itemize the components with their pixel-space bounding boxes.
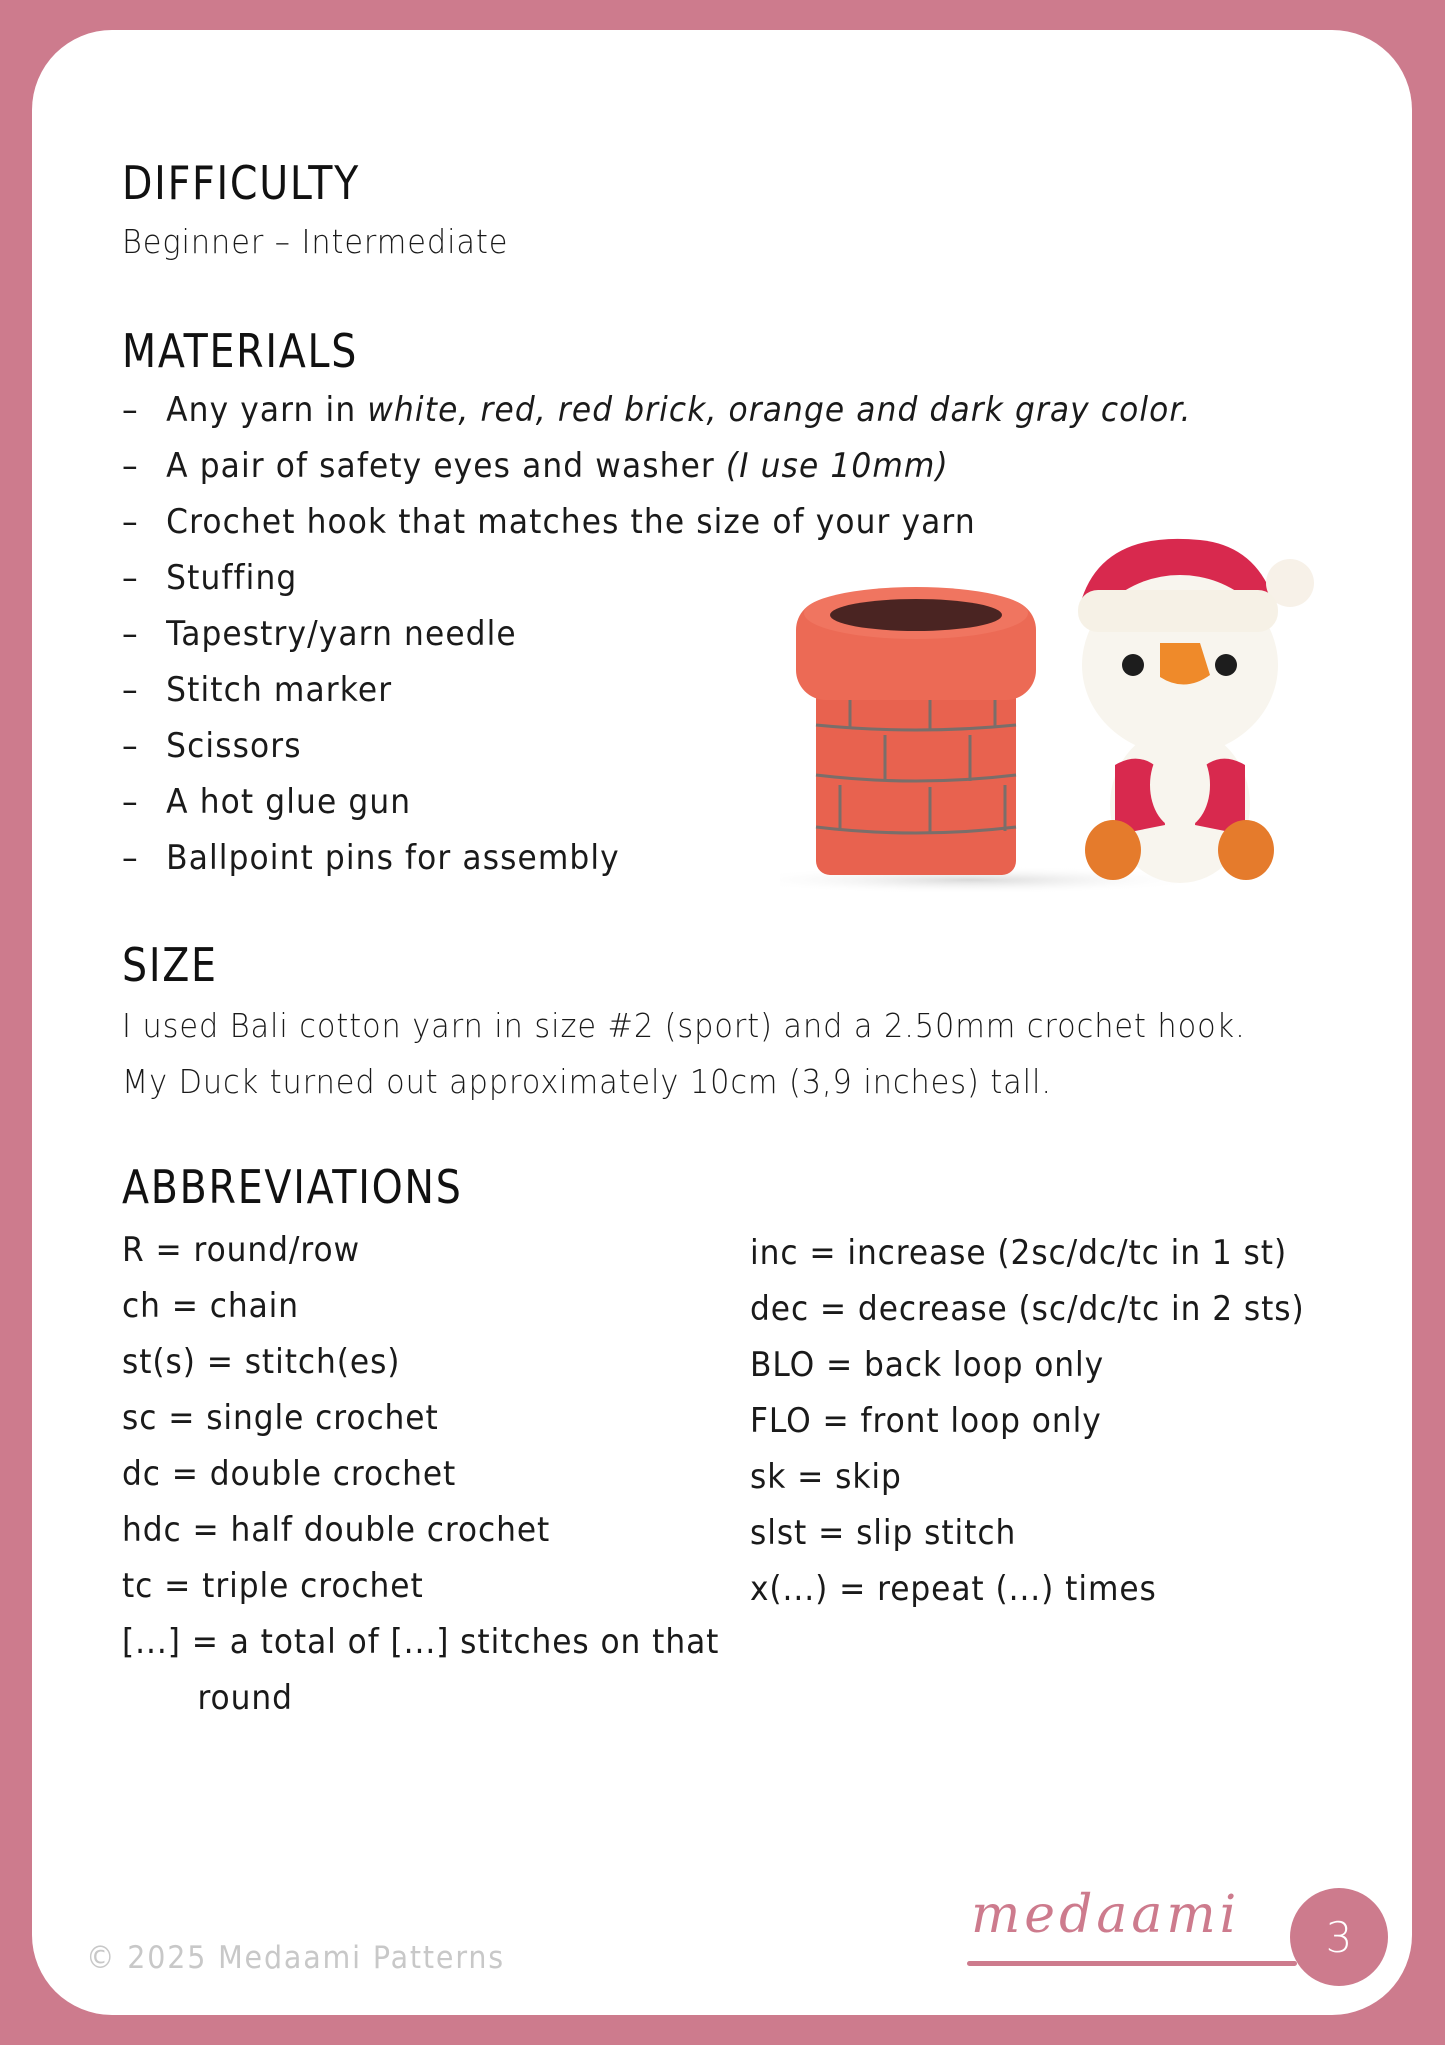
abbreviation-item: sk = skip [750,1457,902,1497]
abbreviation-item: x(...) = repeat (...) times [750,1569,1157,1609]
material-item [122,726,302,766]
abbreviation-item: FLO = front loop only [750,1401,1102,1441]
bullet-dash: – [122,390,139,430]
bullet-dash: – [122,670,139,710]
bullet-dash: – [122,838,139,878]
materials-heading: MATERIALS [122,324,359,378]
abbreviation-item: inc = increase (2sc/dc/tc in 1 st) [750,1233,1288,1273]
material-text: Scissors [166,726,302,766]
material-text: Tapestry/yarn needle [166,614,517,654]
page-number-badge: 3 [1290,1888,1388,1986]
material-text: Crochet hook that matches the size of your yarn [166,502,976,542]
abbreviation-item-continuation: round [197,1678,293,1718]
duck-chimney-photo [780,535,1350,895]
material-text: Stitch marker [166,670,393,710]
chimney-illustration [796,587,1036,875]
material-item [122,782,411,822]
medaami-logo [965,1885,1305,1975]
abbreviation-item: tc = triple crochet [122,1566,424,1606]
abbreviation-item: hdc = half double crochet [122,1510,551,1550]
material-item [122,614,517,654]
abbreviation-item: slst = slip stitch [750,1513,1017,1553]
material-item [122,390,1192,430]
bullet-dash: – [122,614,139,654]
abbreviations-heading: ABBREVIATIONS [122,1160,463,1214]
material-item [122,838,620,878]
abbreviation-item: dc = double crochet [122,1454,457,1494]
difficulty-heading: DIFFICULTY [122,156,361,210]
material-text: A hot glue gun [166,782,412,822]
material-italic: white, red, red brick, orange and dark gray color. [367,390,1192,430]
abbreviation-item: dec = decrease (sc/dc/tc in 2 sts) [750,1289,1305,1329]
material-item [122,558,297,598]
size-line-2: My Duck turned out approximately 10cm (3,9 inches) tall. [122,1062,1052,1101]
bullet-dash: – [122,502,139,542]
bullet-dash: – [122,558,139,598]
logo-text: medaami [971,1885,1241,1945]
bullet-dash: – [122,782,139,822]
material-italic: (I use 10mm) [725,446,949,486]
abbreviation-item: st(s) = stitch(es) [122,1342,401,1382]
duck-illustration [1078,539,1314,883]
material-text: Any yarn in [166,390,368,430]
material-text: A pair of safety eyes and washer [166,446,726,486]
logo-underline [967,1961,1297,1966]
abbreviation-item: sc = single crochet [122,1398,439,1438]
bullet-dash: – [122,726,139,766]
size-line-1: I used Bali cotton yarn in size #2 (sport) and a 2.50mm crochet hook. [122,1006,1246,1045]
abbreviation-item: R = round/row [122,1230,361,1270]
copyright-notice: © 2025 Medaami Patterns [86,1940,506,1976]
abbreviation-item: BLO = back loop only [750,1345,1105,1385]
difficulty-value: Beginner – Intermediate [122,222,509,261]
material-text: Ballpoint pins for assembly [166,838,620,878]
bullet-dash: – [122,446,139,486]
abbreviation-item: [...] = a total of [...] stitches on that [122,1622,720,1662]
material-text: Stuffing [166,558,298,598]
abbreviation-item: ch = chain [122,1286,300,1326]
size-heading: SIZE [122,938,218,992]
material-item [122,446,949,486]
material-item [122,670,392,710]
